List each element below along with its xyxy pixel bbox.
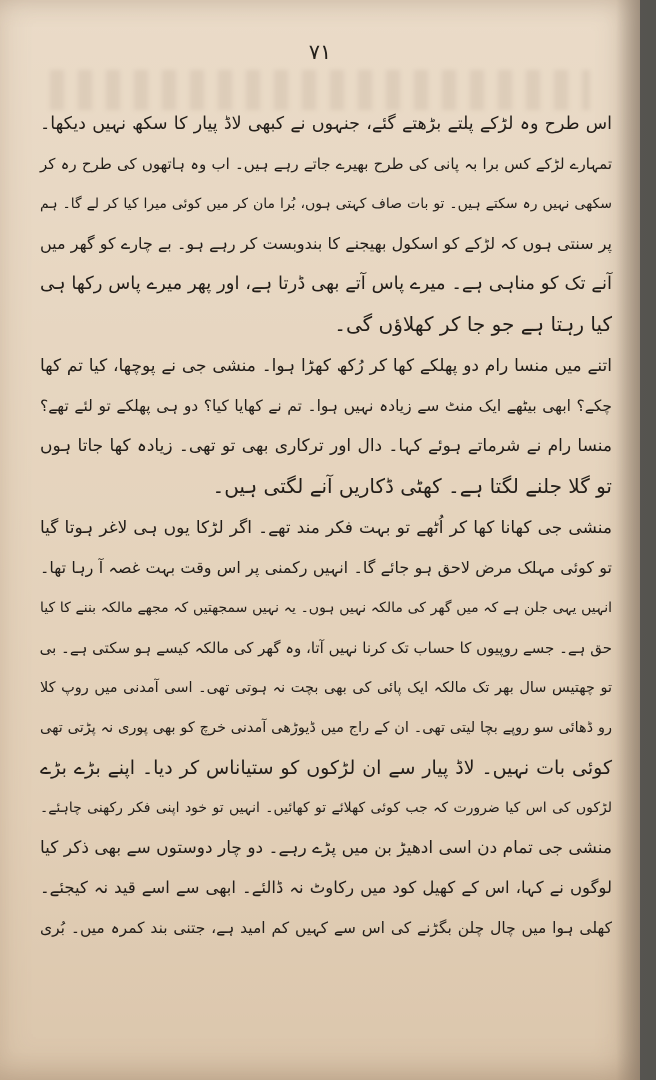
text-line: کھلی ہوا میں چال چلن بگڑنے کی اس سے کہیں کم امید ہے، جتنی بند کمرہ میں۔ بُری [40,919,612,937]
page-number: ۷۱ [308,40,332,64]
text-line: لڑکوں کی اس کیا ضرورت کہ جب کوئی کھلائے تو کھائیں۔ انہیں تو خود اپنی فکر رکھنی چاہئے۔ [40,800,612,816]
text-line: منشی جی کھانا کھا کر اُٹھے تو بہت فکر مند تھے۔ اگر لڑکا یوں ہی لاغر ہوتا گیا [40,518,612,538]
text-line: سکھی نہیں رہ سکتے ہیں۔ تو بات صاف کہتی ہوں، بُرا مان کر میں کوئی میرا کیا کر لے گا۔ ہم [40,196,612,212]
text-line: تمہارے لڑکے کس برا بہ پانی کی طرح بھیرے جاتے رہے ہیں۔ اب وہ ہاتھوں کی طرح رہ کر [40,155,612,173]
text-line: لوگوں نے کہا، اس کے کھیل کود میں رکاوٹ نہ ڈالئے۔ ابھی سے اسے قید نہ کیجئے۔ [40,878,612,897]
text-line: تو گلا جلنے لگتا ہے۔ کھٹی ڈکاریں آنے لگتی ہیں۔ [212,474,612,498]
text-line: اتنے میں منسا رام دو پھلکے کھا کر رُکھ کھڑا ہوا۔ منشی جی نے پوچھا، کیا تم کھا [40,356,612,376]
text-line: حق ہے۔ جسے روپیوں کا حساب تک کرنا نہیں آتا، وہ گھر کی مالکہ کیسے ہو سکتی ہے۔ بی [39,639,612,657]
text-line: چکے؟ ابھی بیٹھے ایک منٹ سے زیادہ نہیں ہوا۔ تم نے کھایا کیا؟ دو ہی پھلکے تو لئے تھے؟ [40,397,612,415]
text-line: منشی جی تمام دن اسی ادھیڑ بن میں پڑے رہے۔ دو چار دوستوں سے بھی ذکر کیا [40,838,612,858]
text-line: آنے تک کو مناہی ہے۔ میرے پاس آتے بھی ڈرتا ہے، اور پھر میرے پاس رکھا ہی [40,273,612,294]
text-line: اس طرح وہ لڑکے پلتے بڑھتے گئے، جنہوں نے کبھی لاڈ پیار کا سکھ نہیں دیکھا۔ [40,114,612,134]
text-line: پر سنتی ہوں کہ لڑکے کو اسکول بھیجنے کا بندوبست کر رہے ہو۔ بے چارے کو گھر میں [40,234,612,253]
text-line: کوئی بات نہیں۔ لاڈ پیار سے ان لڑکوں کو ستیاناس کر دیا۔ اپنے بڑے بڑے [40,757,612,779]
text-line: تو چھتیس سال بھر تک مالکہ ایک پائی کی بھی بچت نہ ہوتی تھی۔ اسی آمدنی میں روپ کلا [40,680,612,696]
text-line: رو ڈھائی سو روپے بچا لیتی تھی۔ ان کے راج میں ڈیوڑھی آمدنی خرچ کو بھی پوری نہ پڑتی تھی [40,720,612,736]
text-line: کیا رہتا ہے جو جا کر کھلاؤں گی۔ [334,312,612,336]
text-line: منسا رام نے شرماتے ہوئے کہا۔ دال اور ترکاری بھی تو تھی۔ زیادہ کھا جاتا ہوں [40,436,612,456]
text-line: تو کوئی مہلک مرض لاحق ہو جائے گا۔ انہیں رکمنی پر اس وقت بہت غصہ آ رہا تھا۔ [40,558,612,577]
text-line: انہیں یہی جلن ہے کہ میں گھر کی مالکہ نہیں ہوں۔ یہ نہیں سمجھتیں کہ مجھے مالکہ بننے کا کیا [40,600,612,616]
